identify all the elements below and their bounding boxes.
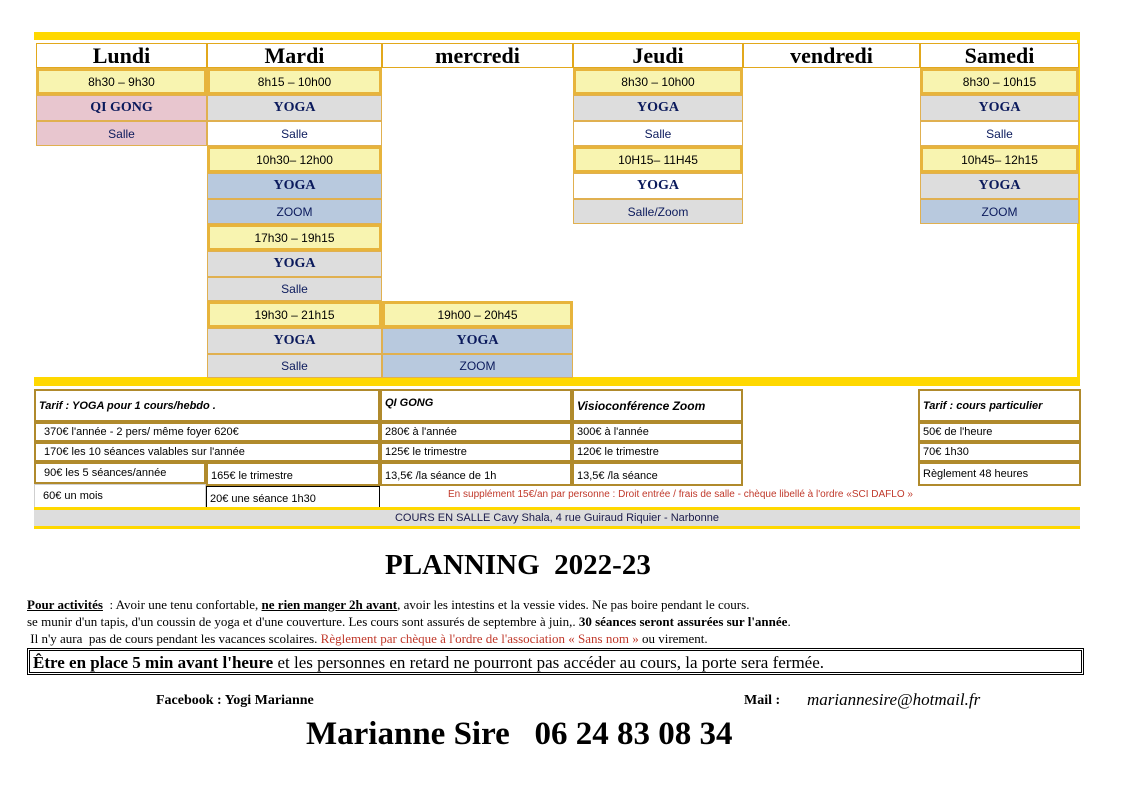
mardi-room-1: Salle (207, 121, 382, 146)
mardi-room-4: Salle (207, 354, 382, 378)
tarif-yoga-row-3: 90€ les 5 séances/année (34, 462, 206, 484)
day-header-samedi: Samedi (920, 43, 1079, 68)
day-header-mardi: Mardi (207, 43, 382, 68)
jeudi-room-1: Salle (573, 121, 743, 146)
notes-line2-a: se munir d'un tapis, d'un coussin de yoga et d'une couverture. Les cours sont assurés de septembre à juin,. (27, 614, 579, 629)
mardi-time-3: 17h30 – 19h15 (207, 224, 382, 251)
tarif-qigong-row-3: 13,5€ /la séance de 1h (380, 462, 572, 486)
tarif-yoga-row-2: 170€ les 10 séances valables sur l'année (34, 442, 380, 462)
mardi-time-2: 10h30– 12h00 (207, 146, 382, 173)
mercredi-room-1: ZOOM (382, 354, 573, 378)
tarif-yoga-header: Tarif : YOGA pour 1 cours/hebdo . (34, 389, 380, 422)
tarif-particulier-row-3: Règlement 48 heures (918, 462, 1081, 486)
mail-label: Mail : (744, 693, 781, 708)
notes-line1-c: , avoir les intestins et la vessie vides. Ne pas boire pendant le cours. (397, 597, 750, 612)
lundi-room-1: Salle (36, 121, 207, 146)
notes-label: Pour activités (27, 597, 103, 612)
notes-line3-b: Règlement par chèque à l'ordre de l'association « Sans nom » (320, 631, 639, 646)
tarif-particulier-row-1: 50€ de l'heure (918, 422, 1081, 442)
notes-line2-b: 30 séances seront assurées sur l'année (578, 614, 788, 629)
samedi-activity-1: YOGA (920, 95, 1079, 121)
mardi-activity-1: YOGA (207, 95, 382, 121)
notes-line-3 (27, 631, 708, 647)
mardi-room-3: Salle (207, 277, 382, 301)
jeudi-activity-1: YOGA (573, 95, 743, 121)
notes-line-1 (27, 597, 749, 613)
jeudi-activity-2: YOGA (573, 173, 743, 199)
mardi-time-1: 8h15 – 10h00 (207, 68, 382, 95)
tarif-visio-header: Visioconférence Zoom (572, 389, 743, 422)
tarif-visio-row-2: 120€ le trimestre (572, 442, 743, 462)
notes-line2-c: . (787, 614, 791, 629)
warning-rest: et les personnes en retard ne pourront pas accéder au cours, la porte sera fermée. (273, 653, 825, 672)
tarif-yoga-row-1: 370€ l'année - 2 pers/ même foyer 620€ (34, 422, 380, 442)
notes-line1-a: : Avoir une tenu confortable, (102, 597, 262, 612)
samedi-time-1: 8h30 – 10h15 (920, 68, 1079, 95)
mercredi-activity-1: YOGA (382, 328, 573, 354)
middle-band (34, 377, 1080, 386)
mardi-room-2: ZOOM (207, 199, 382, 224)
supplement-sci: «SCI DAFLO » (846, 489, 913, 500)
supplement-text: En supplément 15€/an par personne : Droit entrée / frais de salle - chèque libellé à l'ordre (448, 489, 847, 500)
tarif-qigong-row-1: 280€ à l'année (380, 422, 572, 442)
day-header-vendredi: vendredi (743, 43, 920, 68)
facebook-contact: Facebook : Yogi Marianne (156, 693, 314, 708)
tarif-qigong-row-2: 125€ le trimestre (380, 442, 572, 462)
notes-line-2 (27, 614, 791, 630)
day-header-mercredi: mercredi (382, 43, 573, 68)
tarif-supplement (448, 489, 913, 500)
tarif-qigong-header: QI GONG (380, 389, 572, 422)
samedi-room-2: ZOOM (920, 199, 1079, 224)
tarif-visio-row-1: 300€ à l'année (572, 422, 743, 442)
samedi-activity-2: YOGA (920, 173, 1079, 199)
lundi-activity-1: QI GONG (36, 95, 207, 121)
warning-box (27, 648, 1084, 675)
samedi-time-2: 10h45– 12h15 (920, 146, 1079, 173)
top-band (34, 32, 1080, 40)
notes-line3-a: Il n'y aura pas de cours pendant les vacances scolaires. (27, 631, 321, 646)
jeudi-room-2: Salle/Zoom (573, 199, 743, 224)
mardi-time-4: 19h30 – 21h15 (207, 301, 382, 328)
notes-line3-c: ou virement. (638, 631, 708, 646)
lundi-time-1: 8h30 – 9h30 (36, 68, 207, 95)
notes-line1-b: ne rien manger 2h avant (261, 597, 398, 612)
mail-link[interactable]: mariannesire@hotmail.fr (807, 690, 981, 709)
planning-title: PLANNING 2022-23 (385, 549, 651, 581)
tarif-particulier-row-2: 70€ 1h30 (918, 442, 1081, 462)
tarif-particulier-header: Tarif : cours particulier (918, 389, 1081, 422)
samedi-room-1: Salle (920, 121, 1079, 146)
address-bottom-line (34, 526, 1080, 529)
warning-bold: Être en place 5 min avant l'heure (33, 653, 274, 672)
address-bar: COURS EN SALLE Cavy Shala, 4 rue Guiraud Riquier - Narbonne (34, 510, 1080, 526)
day-header-jeudi: Jeudi (573, 43, 743, 68)
mardi-activity-3: YOGA (207, 251, 382, 277)
jeudi-time-1: 8h30 – 10h00 (573, 68, 743, 95)
tarif-yoga-row-4: 60€ un mois (34, 484, 206, 508)
mardi-activity-2: YOGA (207, 173, 382, 199)
mardi-activity-4: YOGA (207, 328, 382, 354)
mercredi-time-1: 19h00 – 20h45 (382, 301, 573, 328)
tarif-yoga-row-5: 165€ le trimestre (206, 462, 380, 486)
tarif-yoga-row-6: 20€ une séance 1h30 (206, 486, 380, 508)
tarif-visio-row-3: 13,5€ /la séance (572, 462, 743, 486)
day-header-lundi: Lundi (36, 43, 207, 68)
jeudi-time-2: 10H15– 11H45 (573, 146, 743, 173)
contact-name-phone: Marianne Sire 06 24 83 08 34 (306, 716, 733, 752)
